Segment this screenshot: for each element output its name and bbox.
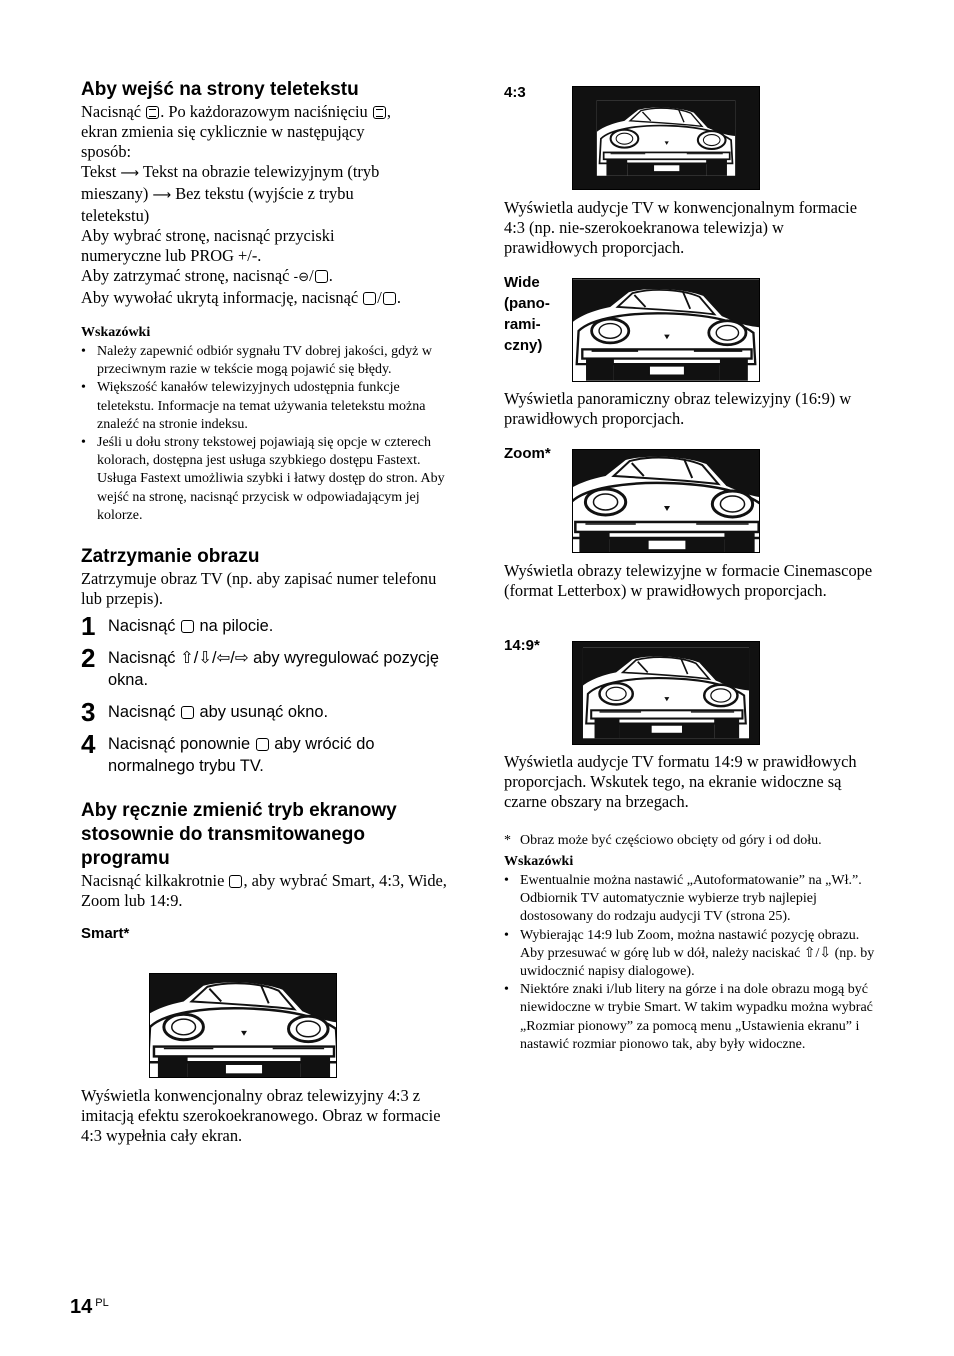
teletext-line (81, 102, 451, 122)
freeze-icon (181, 706, 194, 719)
step-number: 2 (81, 643, 96, 674)
text: . (328, 266, 333, 285)
text: Tekst na obrazie telewizyjnym (tryb (142, 162, 380, 181)
tip-item: • Wybierając 14:9 lub Zoom, można nastawić pozycję obrazu. Aby przesuwać w górę lub w dół, należy naciskać ⇧/⇩ (np. by uwidocznić napisy dialogowe). (504, 927, 876, 982)
tips-list (504, 872, 876, 1054)
text: . Po każdorazowym naciśnięciu (160, 102, 368, 121)
text: Nacisnąć kilkakrotnie (81, 871, 225, 891)
text: mieszany) (81, 184, 149, 203)
text: Nacisnąć ponownie (108, 735, 251, 754)
tip-item: • Niektóre znaki i/lub litery na górze i na dole obrazu mogą być niewidoczne w trybie Smart. W takim wypadku można wybrać „Rozmiar pionowy” za pomocą menu „Ustawienia ekranu” i nastawić rozmiar pionowo tak, aby były widoczne. (504, 981, 876, 1054)
teletext-line: Aby zatrzymać stronę, nacisnąć -⊖/ . (81, 266, 333, 285)
wide-mode-image (572, 278, 760, 382)
teletext-line: teletekstu) (81, 206, 150, 225)
step-1 (81, 611, 451, 642)
teletext-section-title: Aby wejść na strony teletekstu (81, 79, 359, 100)
hold-icon: -⊖ (293, 270, 310, 285)
step-2 (81, 643, 451, 691)
footnote-mark: * (504, 833, 511, 848)
footnote-text: Obraz może być częściowo obcięty od góry i od dołu. (520, 833, 822, 848)
teletext-line: sposób: (81, 142, 132, 161)
teletext-line (81, 184, 451, 206)
zoom-desc: Wyświetla obrazy telewizyjne w formacie Cinemascope (format Letterbox) w prawidłowych proporcjach. (504, 561, 873, 600)
teletext-line: Aby wywołać ukrytą informację, nacisnąć / . (81, 288, 401, 307)
step-number: 4 (81, 729, 96, 760)
hold-box-icon (315, 270, 328, 283)
tip-item: • Większość kanałów telewizyjnych udostępnia funkcje teletekstu. Informacje na temat używania teletekstu można znaleźć na stronie indeksu. (81, 379, 451, 434)
page-number (70, 1296, 109, 1319)
freeze-body: Zatrzymuje obraz TV (np. aby zapisać numer telefonu lub przepis). (81, 569, 437, 609)
tip-item: • Ewentualnie można nastawić „Autoformatowanie” na „Wł.”. Odbiornik TV automatycznie wybierze tryb najlepiej dostosowany do rodzaju audycji TV (strona 25). (504, 872, 876, 927)
text: aby wrócić do normalnego trybu TV. (108, 735, 375, 776)
tip-item: • Należy zapewnić odbiór sygnału TV dobrej jakości, gdyż w przeciwnym razie w tekście mogą pojawić się błędy. (81, 343, 451, 379)
smart-desc: Wyświetla konwencjonalny obraz telewizyjny 4:3 z imitacją efektu szerokoekranowego. Obraz w formacie 4:3 wypełnia cały ekran. (81, 1086, 441, 1145)
text: , (386, 102, 391, 121)
teletext-line: Aby wybrać stronę, nacisnąć przyciski (81, 226, 335, 245)
wide-mode-icon (229, 875, 242, 888)
tips-list (81, 343, 451, 525)
tip-item: • Jeśli u dołu strony tekstowej pojawiają się opcje w czterech kolorach, dostępna jest usługa szybkiego dostępu Fastext. Usługa Fastext umożliwia szybki i łatwy dostęp do stron. Aby wejść na stronę, nacisnąć przycisk w odpowiadającym jej kolorze. (81, 434, 451, 525)
freeze-icon (181, 620, 194, 633)
wide-label (504, 272, 550, 356)
footnote (504, 832, 879, 850)
reveal-icon (363, 292, 376, 305)
text: Bez tekstu (wyjście z trybu (175, 184, 354, 203)
step-4 (81, 729, 451, 777)
right-tips (504, 854, 876, 1054)
text: aby usunąć okno. (199, 703, 329, 722)
teletext-line (81, 162, 451, 184)
text: Wide (504, 274, 540, 291)
text: Tekst (81, 162, 117, 181)
step-number: 1 (81, 611, 96, 642)
text: czny) (504, 337, 543, 354)
question-icon (383, 292, 396, 305)
language-code: PL (95, 1297, 109, 1309)
screen-mode-body (81, 871, 451, 911)
text: rami- (504, 316, 541, 333)
text: (pano- (504, 295, 550, 312)
step-number: 3 (81, 697, 96, 728)
zoom-mode-image (572, 449, 760, 553)
text: Aby zatrzymać stronę, nacisnąć (81, 266, 290, 285)
arrow-right-icon: ⟶ (120, 166, 140, 181)
mode-43-desc: Wyświetla audycje TV w konwencjonalnym formacie 4:3 (np. nie-szerokoekranowa telewizja) w prawidłowych proporcjach. (504, 198, 857, 257)
step-3 (81, 697, 451, 728)
mode-43-label: 4:3 (504, 84, 526, 101)
arrow-right-icon: ⟶ (152, 188, 172, 203)
mode-43-image (572, 86, 760, 190)
mode-149-desc: Wyświetla audycje TV formatu 14:9 w prawidłowych proporcjach. Wskutek tego, na ekranie widoczne są czarne obszary na brzegach. (504, 752, 857, 811)
text: Nacisnąć (81, 102, 142, 121)
freeze-section-title: Zatrzymanie obrazu (81, 546, 260, 568)
smart-label: Smart* (81, 925, 130, 943)
tips-title: Wskazówki (81, 325, 151, 340)
zoom-label: Zoom* (504, 445, 551, 462)
wide-desc: Wyświetla panoramiczny obraz telewizyjny (16:9) w prawidłowych proporcjach. (504, 389, 852, 428)
mode-149-label: 14:9* (504, 637, 540, 654)
teletext-line: numeryczne lub PROG +/-. (81, 246, 262, 265)
teletext-line: ekran zmienia się cyklicznie w następujący (81, 122, 365, 141)
teletext-icon (373, 106, 386, 119)
page-number-value: 14 (70, 1296, 93, 1318)
text: Aby wywołać ukrytą informację, nacisnąć (81, 288, 359, 307)
text: Nacisnąć (108, 703, 176, 722)
text: Nacisnąć ⇧/⇩/⇦/⇨ aby wyregulować pozycję okna. (108, 649, 439, 690)
text: . (396, 288, 401, 307)
screen-mode-section-title: Aby ręcznie zmienić tryb ekranowy stosownie do transmitowanego programu (81, 800, 397, 870)
text: , aby wybrać Smart, 4:3, Wide, Zoom lub 14:9. (81, 871, 447, 911)
mode-149-image (572, 641, 760, 745)
text: na pilocie. (199, 617, 274, 636)
freeze-icon (256, 738, 269, 751)
teletext-icon (146, 106, 159, 119)
smart-mode-image (149, 973, 337, 1078)
text: Nacisnąć (108, 617, 176, 636)
left-column (81, 78, 451, 945)
tips-title: Wskazówki (504, 854, 574, 869)
